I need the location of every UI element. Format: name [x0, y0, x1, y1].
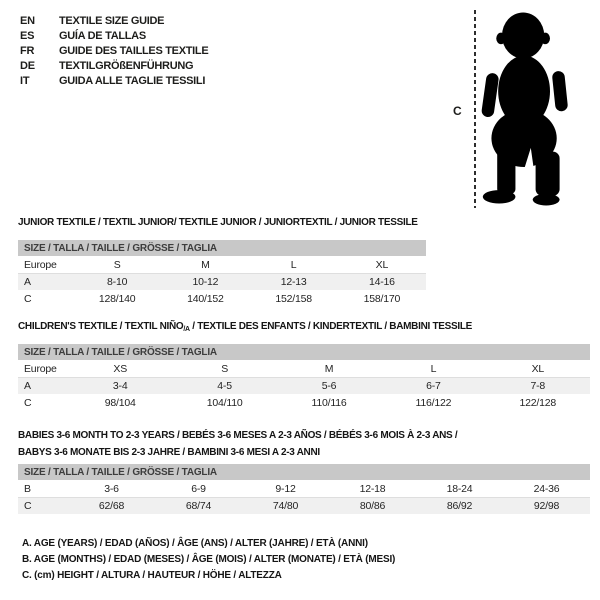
language-code: EN [20, 14, 35, 27]
row-label: C [24, 292, 32, 305]
table-cell: 12-18 [359, 482, 386, 495]
table-cell: 9-12 [275, 482, 296, 495]
table-cell: 3-4 [112, 380, 128, 392]
table-cell: 128/140 [98, 292, 136, 305]
table-row-c [18, 290, 426, 307]
table-cell: 10-12 [192, 276, 219, 288]
table-row-c [18, 497, 590, 514]
column-header: M [201, 258, 210, 271]
size-header-bar: SIZE / TALLA / TAILLE / GRÖSSE / TAGLIA [18, 464, 590, 480]
table-cell: 3-6 [104, 482, 119, 495]
language-row-es [20, 28, 208, 43]
babies-size-table [18, 464, 590, 514]
table-row-europe [18, 360, 590, 377]
toddler-silhouette-icon [478, 8, 574, 208]
table-cell: 12-13 [280, 276, 307, 288]
children-title-subscript: /A [183, 326, 190, 333]
row-label: Europe [24, 362, 57, 375]
language-title: TEXTILGRÖßENFÜHRUNG [59, 59, 194, 72]
table-cell: 6-7 [426, 380, 441, 392]
children-size-table [18, 344, 590, 411]
row-label: A [24, 380, 31, 392]
table-cell: 116/122 [415, 396, 452, 409]
babies-section-title [18, 428, 457, 461]
table-cell: 68/74 [185, 500, 212, 512]
language-title: GUIDA ALLE TAGLIE TESSILI [59, 74, 206, 87]
language-title: TEXTILE SIZE GUIDE [59, 14, 165, 27]
size-header-bar: SIZE / TALLA / TAILLE / GRÖSSE / TAGLIA [18, 344, 590, 360]
row-label: C [24, 396, 32, 409]
column-header: S [113, 258, 121, 271]
height-measure-dashed-line [474, 10, 476, 208]
table-cell: 4-5 [217, 380, 232, 392]
language-row-en [20, 13, 208, 28]
legend-note-b: B. AGE (MONTHS) / EDAD (MESES) / ÂGE (MOIS) / ALTER (MONATE) / ETÀ (MESI) [22, 554, 396, 565]
table-cell: 6-9 [191, 482, 206, 495]
table-cell: 86/92 [446, 500, 473, 512]
table-cell: 104/110 [206, 396, 243, 409]
column-header: S [221, 362, 228, 375]
language-row-fr [20, 43, 208, 58]
column-header: XL [375, 258, 389, 271]
table-cell: 5-6 [321, 380, 337, 392]
junior-size-table [18, 240, 426, 307]
legend-note-c: C. (cm) HEIGHT / ALTURA / HAUTEUR / HÖHE / ALTEZZA [22, 570, 282, 581]
children-section-title: CHILDREN'S TEXTILE / TEXTIL $NIÑO_{/A}$ / TEXTILE DES ENFANTS / KINDERTEXTIL / BAMBINI TESSILE [18, 321, 473, 333]
language-code: DE [20, 59, 35, 72]
language-title-list [20, 13, 208, 88]
language-code: FR [20, 44, 35, 57]
column-header: XS [113, 362, 127, 375]
column-header: L [290, 258, 297, 271]
table-row-a [18, 377, 590, 394]
table-cell: 74/80 [272, 500, 299, 512]
language-code: ES [20, 29, 35, 42]
height-measure-label: C [453, 104, 462, 118]
table-cell: 98/104 [104, 396, 136, 409]
column-header: M [324, 362, 334, 375]
row-label: A [24, 276, 31, 288]
table-cell: 122/128 [519, 396, 557, 409]
legend-note-a: A. AGE (YEARS) / EDAD (AÑOS) / ÂGE (ANS) / ALTER (JAHRE) / ETÀ (ANNI) [22, 538, 368, 549]
table-cell: 24-36 [533, 482, 560, 495]
junior-section-title: JUNIOR TEXTILE / TEXTIL JUNIOR/ TEXTILE JUNIOR / JUNIORTEXTIL / JUNIOR TESSILE [18, 217, 418, 228]
table-cell: 152/158 [275, 292, 312, 305]
table-cell: 92/98 [533, 500, 560, 512]
table-cell: 18-24 [446, 482, 473, 495]
row-label: B [24, 482, 31, 495]
table-row-b [18, 480, 590, 497]
table-cell: 140/152 [187, 292, 224, 305]
babies-title-line2: BABYS 3-6 MONATE BIS 2-3 JAHRE / BAMBINI 3-6 MESI A 2-3 ANNI [18, 446, 320, 458]
column-header: L [430, 362, 437, 375]
table-cell: 7-8 [530, 380, 546, 392]
table-cell: 80/86 [359, 500, 386, 512]
table-cell: 14-16 [368, 276, 395, 288]
language-row-de [20, 58, 208, 73]
table-cell: 158/170 [363, 292, 401, 305]
table-cell: 8-10 [107, 276, 128, 288]
column-header: XL [531, 362, 545, 375]
legend-notes [22, 538, 395, 586]
language-code: IT [20, 74, 30, 87]
table-cell: 110/116 [311, 396, 347, 409]
table-row-europe [18, 256, 426, 273]
language-title: GUÍA DE TALLAS [59, 29, 146, 42]
table-row-c [18, 394, 590, 411]
babies-title-line1: BABIES 3-6 MONTH TO 2-3 YEARS / BEBÉS 3-6 MESES A 2-3 AÑOS / BÉBÉS 3-6 MOIS À 2-3 ANS / [18, 430, 458, 441]
table-row-a [18, 273, 426, 290]
row-label: Europe [24, 258, 57, 271]
language-row-it [20, 73, 208, 88]
row-label: C [24, 500, 32, 512]
table-cell: 62/68 [98, 500, 125, 512]
size-header-bar: SIZE / TALLA / TAILLE / GRÖSSE / TAGLIA [18, 240, 426, 256]
language-title: GUIDE DES TAILLES TEXTILE [59, 44, 209, 57]
